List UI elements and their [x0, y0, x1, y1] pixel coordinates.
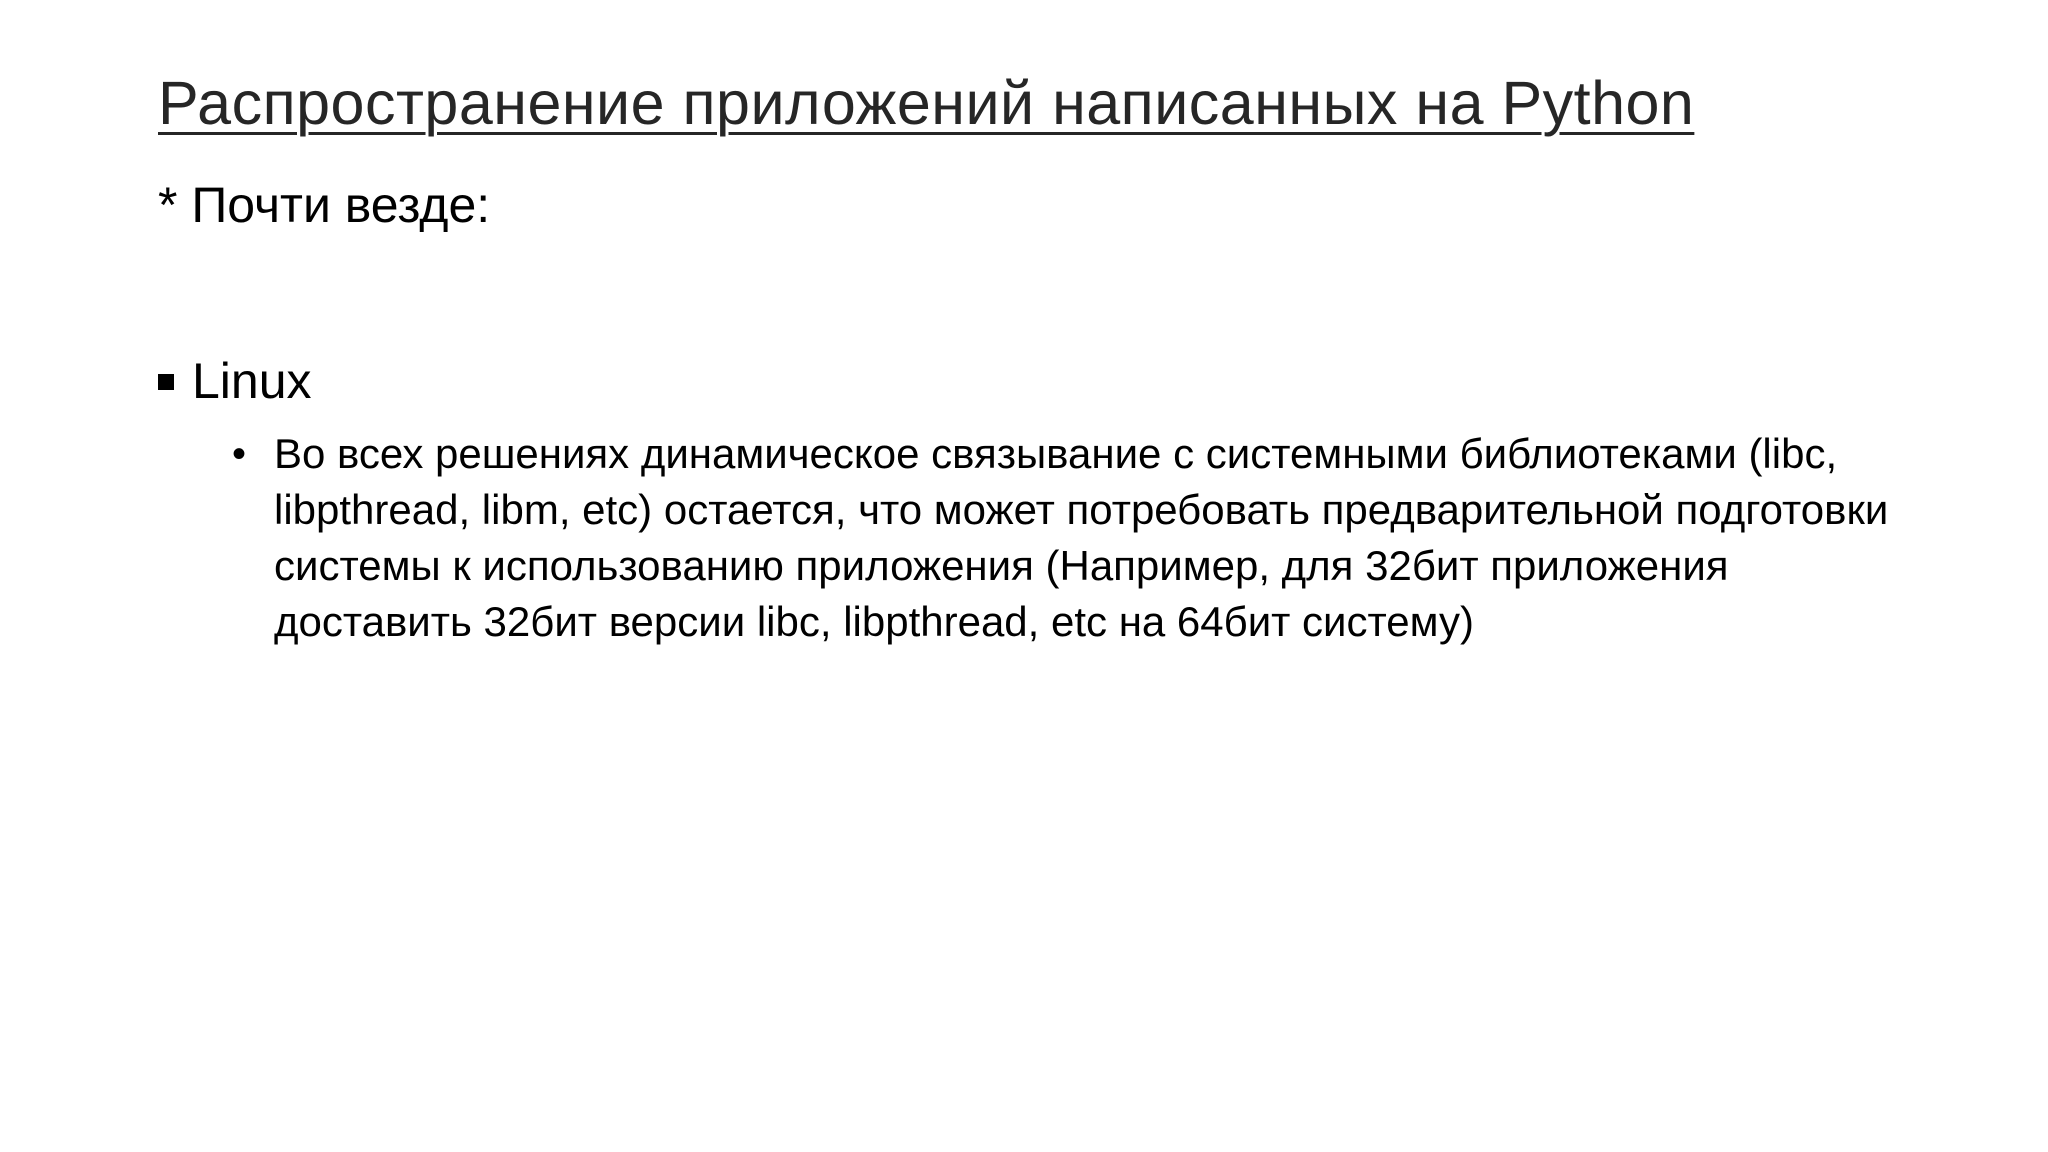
intro-text: * Почти везде: — [158, 177, 491, 233]
dot-bullet-icon: • — [232, 432, 247, 476]
bullet-label: Linux — [192, 353, 312, 409]
slide-title: Распространение приложений написанных на Python — [158, 69, 1695, 137]
sub-bullet-item — [232, 426, 1932, 650]
sub-bullet-text: Во всех решениях динамическое связывание с системными библиотеками (libc, libpthread, libm, etc) остается, что может потребовать предварительной подготовки системы к использованию приложения (Например, для 32бит приложения доставить 32бит версии libc, libpthread, etc на 64бит систему) — [274, 430, 1889, 645]
square-bullet-icon — [158, 374, 174, 390]
bullet-item-linux — [158, 352, 312, 410]
